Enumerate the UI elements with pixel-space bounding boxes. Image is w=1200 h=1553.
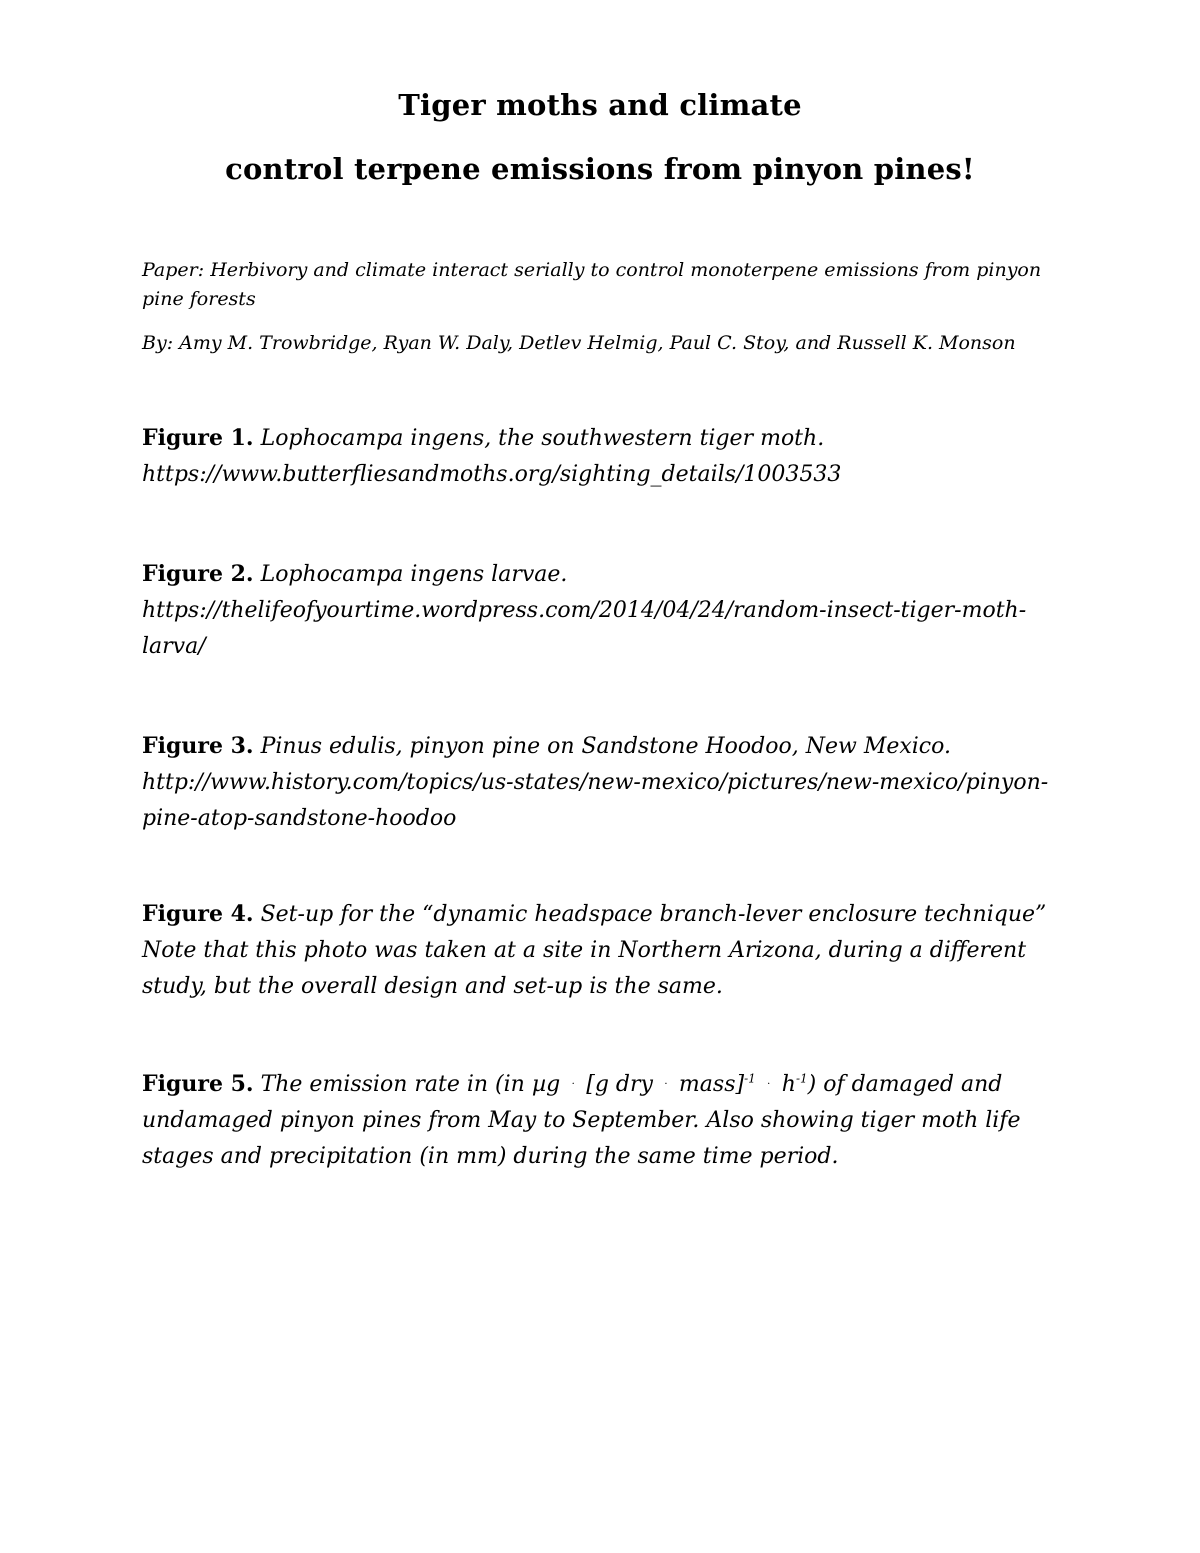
document-title-line-2: control terpene emissions from pinyon pines!	[225, 152, 975, 186]
figure-4-text: Set-up for the “dynamic headspace branch-lever enclosure technique” Note that this photo was taken at a site in Northern Arizona, during a different study, but the overall design and set-up is the same.	[142, 902, 1047, 999]
figure-3-label: Figure 3.	[142, 733, 254, 759]
figure-5-separator-2: ·	[664, 1079, 668, 1090]
figure-5-label: Figure 5.	[142, 1071, 254, 1097]
figure-5-superscript-1: -1	[744, 1071, 756, 1086]
figure-2-text: Lophocampa ingens larvae.	[260, 562, 568, 587]
figure-1-text: Lophocampa ingens, the southwestern tiger moth.	[260, 426, 825, 451]
figure-2-label: Figure 2.	[142, 561, 254, 587]
figure-5-text-part-1: The emission rate in (in µg	[260, 1072, 561, 1097]
figure-5-text-part-3: mass]	[678, 1072, 745, 1097]
paper-authors: By: Amy M. Trowbridge, Ryan W. Daly, Detlev Helmig, Paul C. Stoy, and Russell K. Monson	[142, 332, 1016, 354]
figure-5-text-part-4: h	[781, 1072, 796, 1097]
figure-5-caption	[142, 1066, 1072, 1175]
figure-4-caption	[142, 896, 1072, 1005]
paper-reference: Paper: Herbivory and climate interact serially to control monoterpene emissions from pinyon pine forests	[142, 259, 1042, 310]
figure-1-label: Figure 1.	[142, 425, 254, 451]
figure-3-text: Pinus edulis, pinyon pine on Sandstone Hoodoo, New Mexico.	[260, 734, 951, 759]
figure-3-caption	[142, 728, 1072, 837]
document-title-line-1: Tiger moths and climate	[398, 88, 802, 122]
figure-1-caption	[142, 420, 1072, 493]
figure-3-url: http://www.history.com/topics/us-states/new-mexico/pictures/new-mexico/pinyon-pine-atop-sandstone-hoodoo	[142, 770, 1049, 831]
figure-5-separator-1: ·	[571, 1079, 575, 1090]
figure-4-label: Figure 4.	[142, 901, 254, 927]
figure-5-text-part-5: ) of damaged and undamaged pinyon pines from May to September. Also showing tiger moth life stages and precipitation (in mm) during the same time period.	[142, 1072, 1021, 1169]
figure-2-url: https://thelifeofyourtime.wordpress.com/2014/04/24/random-insect-tiger-moth-larva/	[142, 598, 1027, 659]
figure-5-superscript-2: -1	[795, 1071, 808, 1086]
figure-1-url: https://www.butterfliesandmoths.org/sighting_details/1003533	[142, 462, 842, 487]
figure-5-separator-3: ·	[767, 1079, 771, 1090]
figure-2-caption	[142, 556, 1072, 665]
figure-5-text-part-2: [g dry	[586, 1072, 653, 1097]
